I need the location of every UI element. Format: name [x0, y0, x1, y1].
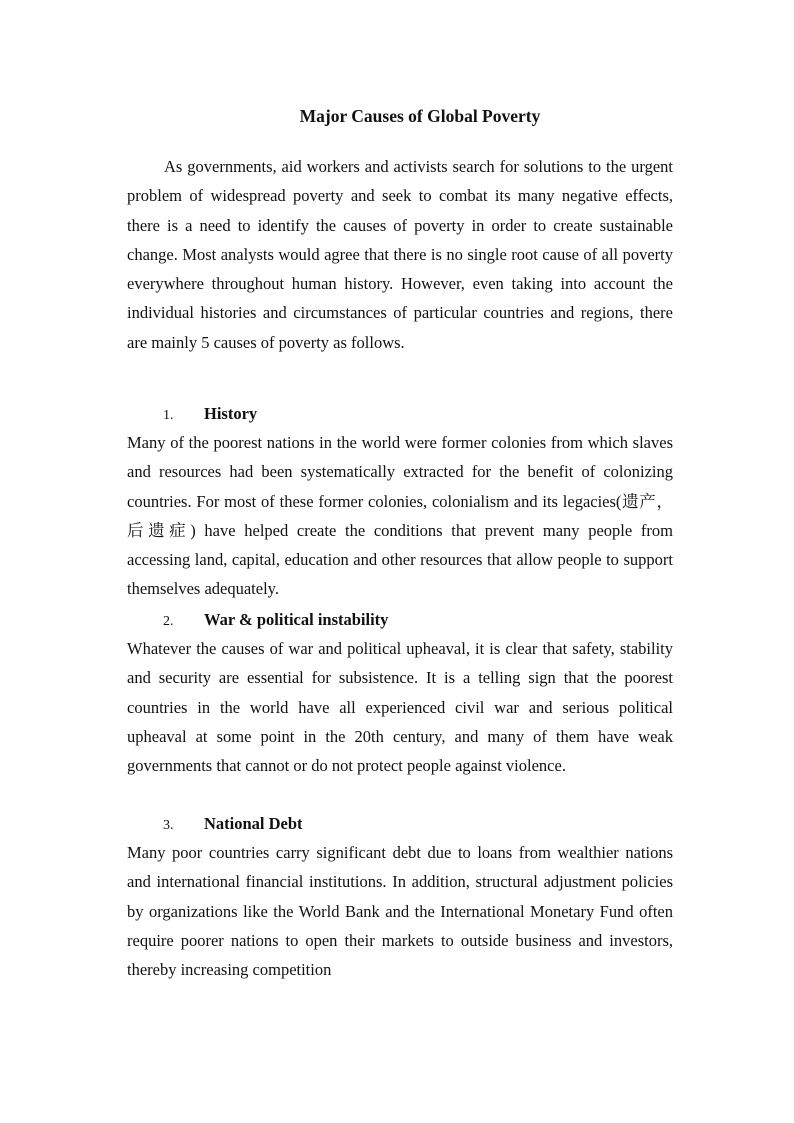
section-heading-war	[163, 609, 388, 633]
section-heading-national-debt	[163, 813, 303, 837]
section-title: National Debt	[204, 814, 303, 833]
section-paragraph-war: Whatever the causes of war and political upheaval, it is clear that safety, stability and security are essential for subsistence. It is a telling sign that the poorest countries in the world have all experienced civil war and serious political upheaval at some point in the 20th century, and many of them have weak governments that cannot or do not protect people against violence.	[127, 639, 673, 776]
section-number: 3.	[163, 818, 174, 833]
section-paragraph-history: Many of the poorest nations in the world were former colonies from which slaves and resources had been systematically extracted for the benefit of colonizing countries. For most of these former colonies, colonialism and its legacies(遗产， 后遗症) have helped create the conditions that prevent many people from accessing land, capital, education and other resources that allow people to support themselves adequately.	[127, 433, 673, 599]
section-paragraph-national-debt: Many poor countries carry significant debt due to loans from wealthier nations and international financial institutions. In addition, structural adjustment policies by organizations like the World Bank and the International Monetary Fund often require poorer nations to open their markets to outside business and investors, thereby increasing competition	[127, 843, 673, 980]
page-title: Major Causes of Global Poverty	[299, 106, 541, 126]
section-title: History	[204, 404, 258, 423]
section-heading-history	[163, 403, 257, 427]
section-number: 2.	[163, 614, 174, 629]
section-title: War & political instability	[204, 610, 389, 629]
intro-paragraph: As governments, aid workers and activists search for solutions to the urgent problem of widespread poverty and seek to combat its many negative effects, there is a need to identify the causes of poverty in order to create sustainable change. Most analysts would agree that there is no single root cause of all poverty everywhere throughout human history. However, even taking into account the individual histories and circumstances of particular countries and regions, there are mainly 5 causes of poverty as follows.	[127, 157, 673, 352]
section-number: 1.	[163, 408, 174, 423]
